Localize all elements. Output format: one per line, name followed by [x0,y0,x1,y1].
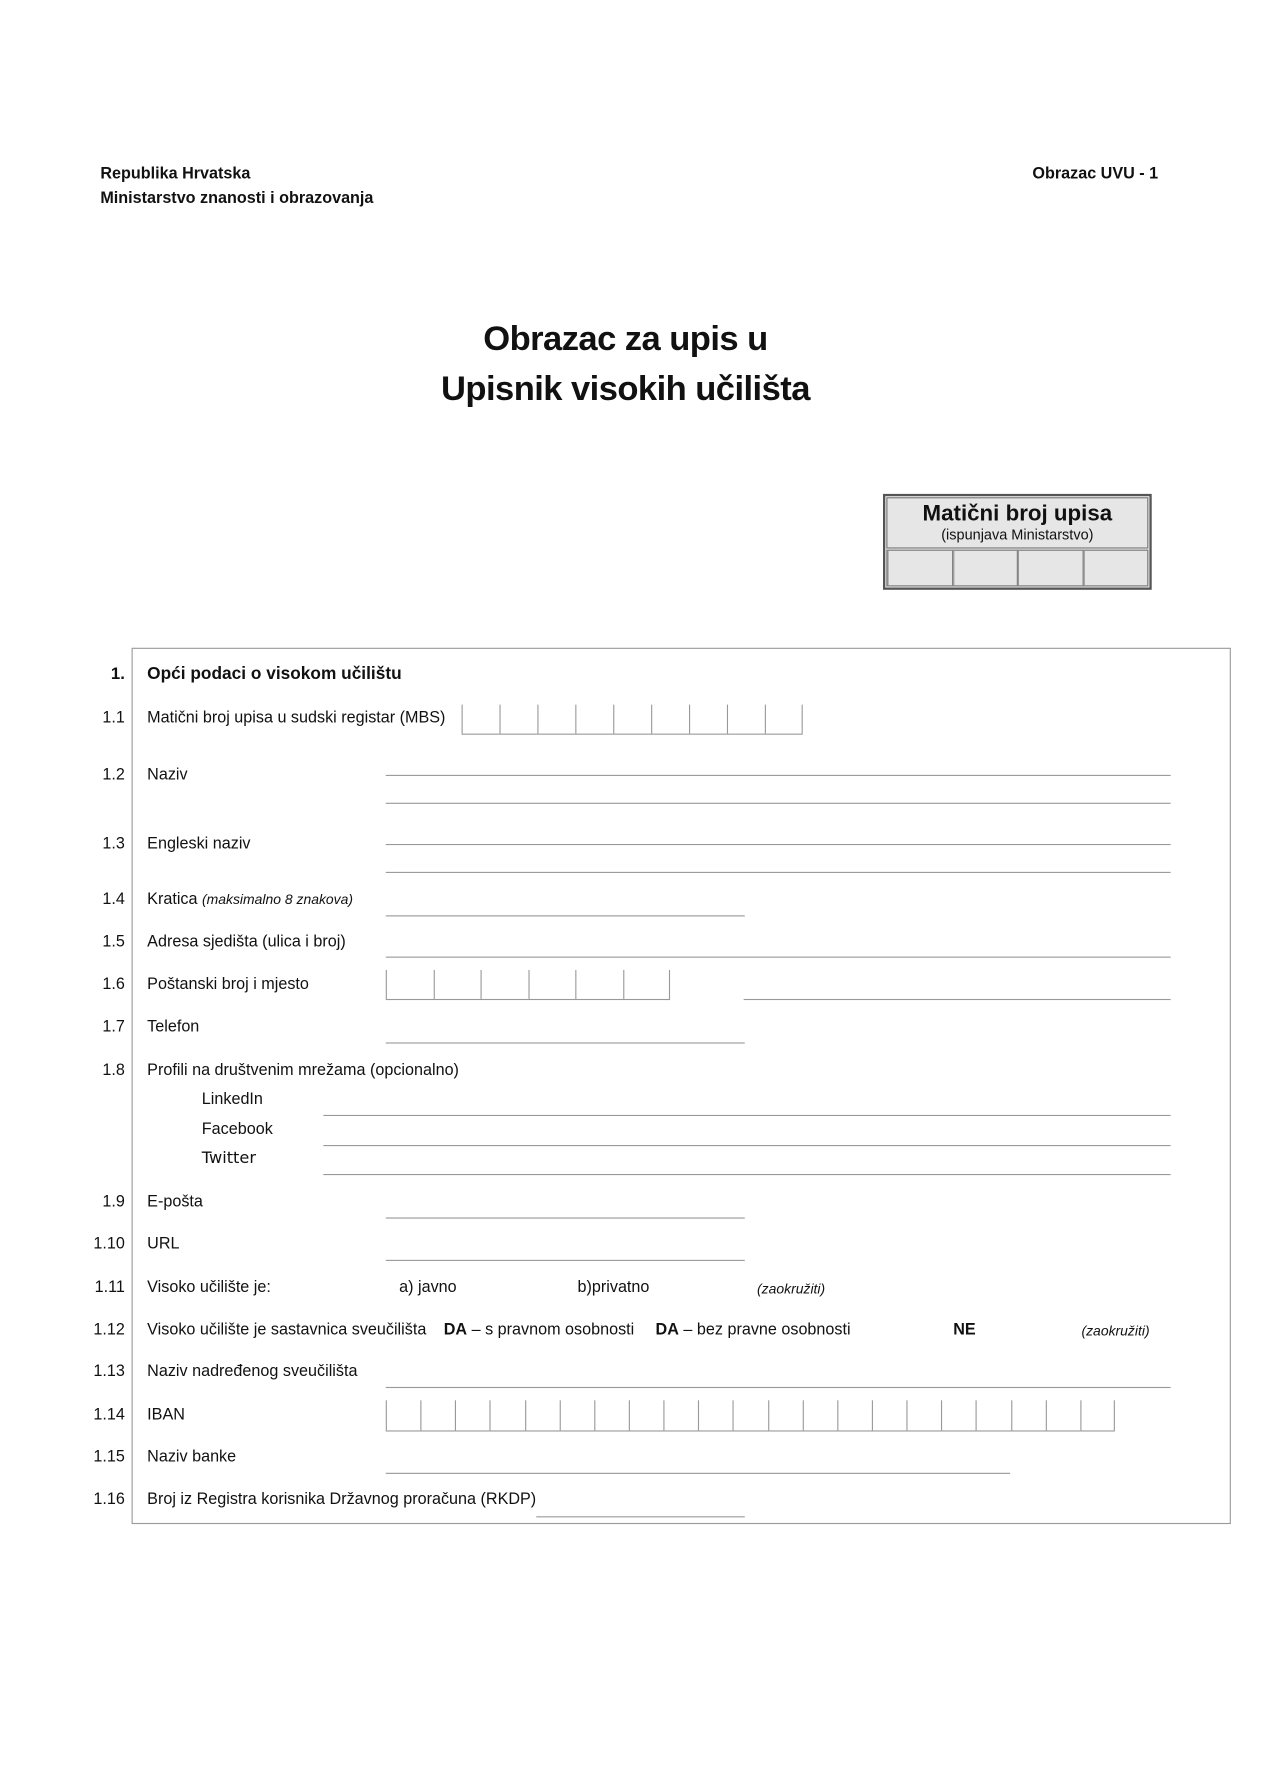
institution-type-label: Visoko učilište je: [147,1278,271,1297]
row-number: 1.8 [102,1061,125,1080]
iban-cell[interactable] [1080,1400,1115,1430]
iban-cell[interactable] [420,1400,455,1430]
option-yes-no-legal-entity[interactable] [656,1321,851,1339]
english-name-input-line1[interactable] [386,844,1171,845]
iban-cell[interactable] [802,1400,837,1430]
registration-cell[interactable] [1083,551,1147,586]
registration-cell[interactable] [1018,551,1083,586]
iban-cell[interactable] [768,1400,803,1430]
iban-cell[interactable] [698,1400,733,1430]
url-input[interactable] [386,1260,745,1261]
section-title: Opći podaci o visokom učilištu [147,664,402,684]
mbs-label: Matični broj upisa u sudski registar (MBS) [147,709,446,727]
yes-no-legal-text: – bez pravne osobnosti [678,1321,851,1339]
iban-cell[interactable] [1045,1400,1080,1430]
row-number: 1.6 [102,975,125,994]
abbreviation-label-text: Kratica [147,890,198,909]
iban-cell[interactable] [525,1400,560,1430]
row-number: 1.14 [93,1405,125,1424]
row-number: 1.12 [93,1321,125,1339]
registration-box-subtitle: (ispunjava Ministarstvo) [941,526,1094,543]
row-number: 1.9 [102,1192,125,1211]
iban-cell[interactable] [455,1400,490,1430]
iban-cell[interactable] [837,1400,872,1430]
name-label: Naziv [147,765,188,784]
linkedin-input[interactable] [323,1115,1170,1116]
parent-university-label: Naziv nadređenog sveučilišta [147,1362,358,1381]
university-member-label: Visoko učilište je sastavnica sveučilišta [147,1321,427,1339]
iban-cell[interactable] [559,1400,594,1430]
circle-note: (zaokružiti) [1081,1323,1150,1339]
parent-university-input[interactable] [386,1387,1171,1388]
row-number: 1.5 [102,933,125,952]
iban-cell[interactable] [629,1400,664,1430]
iban-cell[interactable] [941,1400,976,1430]
social-label: Profili na društvenim mrežama (opcionalno) [147,1061,459,1080]
twitter-input[interactable] [323,1174,1170,1175]
ministry-name: Ministarstvo znanosti i obrazovanja [100,189,374,208]
row-number: 1.2 [102,765,125,784]
address-input[interactable] [386,957,1171,958]
name-input-line2[interactable] [386,803,1171,804]
row-number: 1.4 [102,890,125,909]
registration-cell[interactable] [953,551,1018,586]
section-box [132,648,1231,1524]
abbreviation-input[interactable] [386,915,745,916]
city-input[interactable] [744,999,1171,1000]
row-number: 1.13 [93,1362,125,1381]
facebook-input[interactable] [323,1145,1170,1146]
rkdp-input[interactable] [536,1516,744,1517]
linkedin-label: LinkedIn [201,1090,263,1109]
row-number: 1.15 [93,1448,125,1467]
iban-label: IBAN [147,1405,185,1424]
email-label: E-pošta [147,1192,203,1211]
page-title-line2: Upisnik visokih učilišta [441,369,810,409]
name-input-line1[interactable] [386,775,1171,776]
option-no[interactable]: NE [953,1321,976,1339]
iban-input-cells[interactable] [386,1400,1115,1431]
iban-cell[interactable] [872,1400,907,1430]
yes-label: DA [443,1321,468,1339]
abbreviation-label [147,891,353,909]
registration-box-title: Matični broj upisa [922,501,1113,527]
abbreviation-note: (maksimalno 8 znakova) [201,891,354,908]
option-private[interactable]: b)privatno [577,1278,650,1297]
registration-cell[interactable] [887,551,952,586]
iban-cell[interactable] [594,1400,629,1430]
email-input[interactable] [386,1217,745,1218]
yes-legal-text: – s pravnom osobnosti [467,1321,635,1339]
row-number: 1.3 [102,835,125,853]
iban-cell[interactable] [1011,1400,1046,1430]
iban-cell[interactable] [386,1400,421,1430]
url-label: URL [147,1235,180,1254]
option-public[interactable]: a) javno [399,1278,457,1297]
registration-number-cells [886,550,1148,587]
iban-cell[interactable] [907,1400,942,1430]
yes-label: DA [655,1321,679,1339]
option-yes-legal-entity[interactable] [444,1321,635,1339]
iban-cell[interactable] [490,1400,525,1430]
page-title-line1: Obrazac za upis u [483,318,768,358]
twitter-label: Twitter [201,1149,256,1168]
phone-label: Telefon [147,1017,200,1036]
postal-label: Poštanski broj i mjesto [147,975,309,994]
address-label: Adresa sjedišta (ulica i broj) [147,933,346,952]
circle-note: (zaokružiti) [757,1281,826,1297]
english-name-label: Engleski naziv [147,835,251,853]
row-number: 1.7 [102,1017,125,1036]
rkdp-label: Broj iz Registra korisnika Državnog proračuna (RKDP) [147,1490,537,1509]
form-code: Obrazac UVU - 1 [1032,165,1159,183]
registration-number-box [883,494,1152,590]
facebook-label: Facebook [201,1120,273,1139]
row-number: 1.11 [94,1278,125,1297]
english-name-input-line2[interactable] [386,872,1171,873]
bank-name-input[interactable] [386,1473,1010,1474]
iban-cell[interactable] [733,1400,768,1430]
bank-name-label: Naziv banke [147,1448,237,1467]
postal-code-cells[interactable] [386,970,670,1000]
row-number: 1.16 [93,1490,125,1509]
iban-cell[interactable] [664,1400,699,1430]
country-name: Republika Hrvatska [100,165,251,183]
iban-cell[interactable] [976,1400,1011,1430]
row-number: 1.1 [102,709,125,727]
section-number: 1. [110,664,125,684]
mbs-input-cells[interactable] [462,705,803,735]
row-number: 1.10 [93,1235,125,1254]
phone-input[interactable] [386,1042,745,1043]
